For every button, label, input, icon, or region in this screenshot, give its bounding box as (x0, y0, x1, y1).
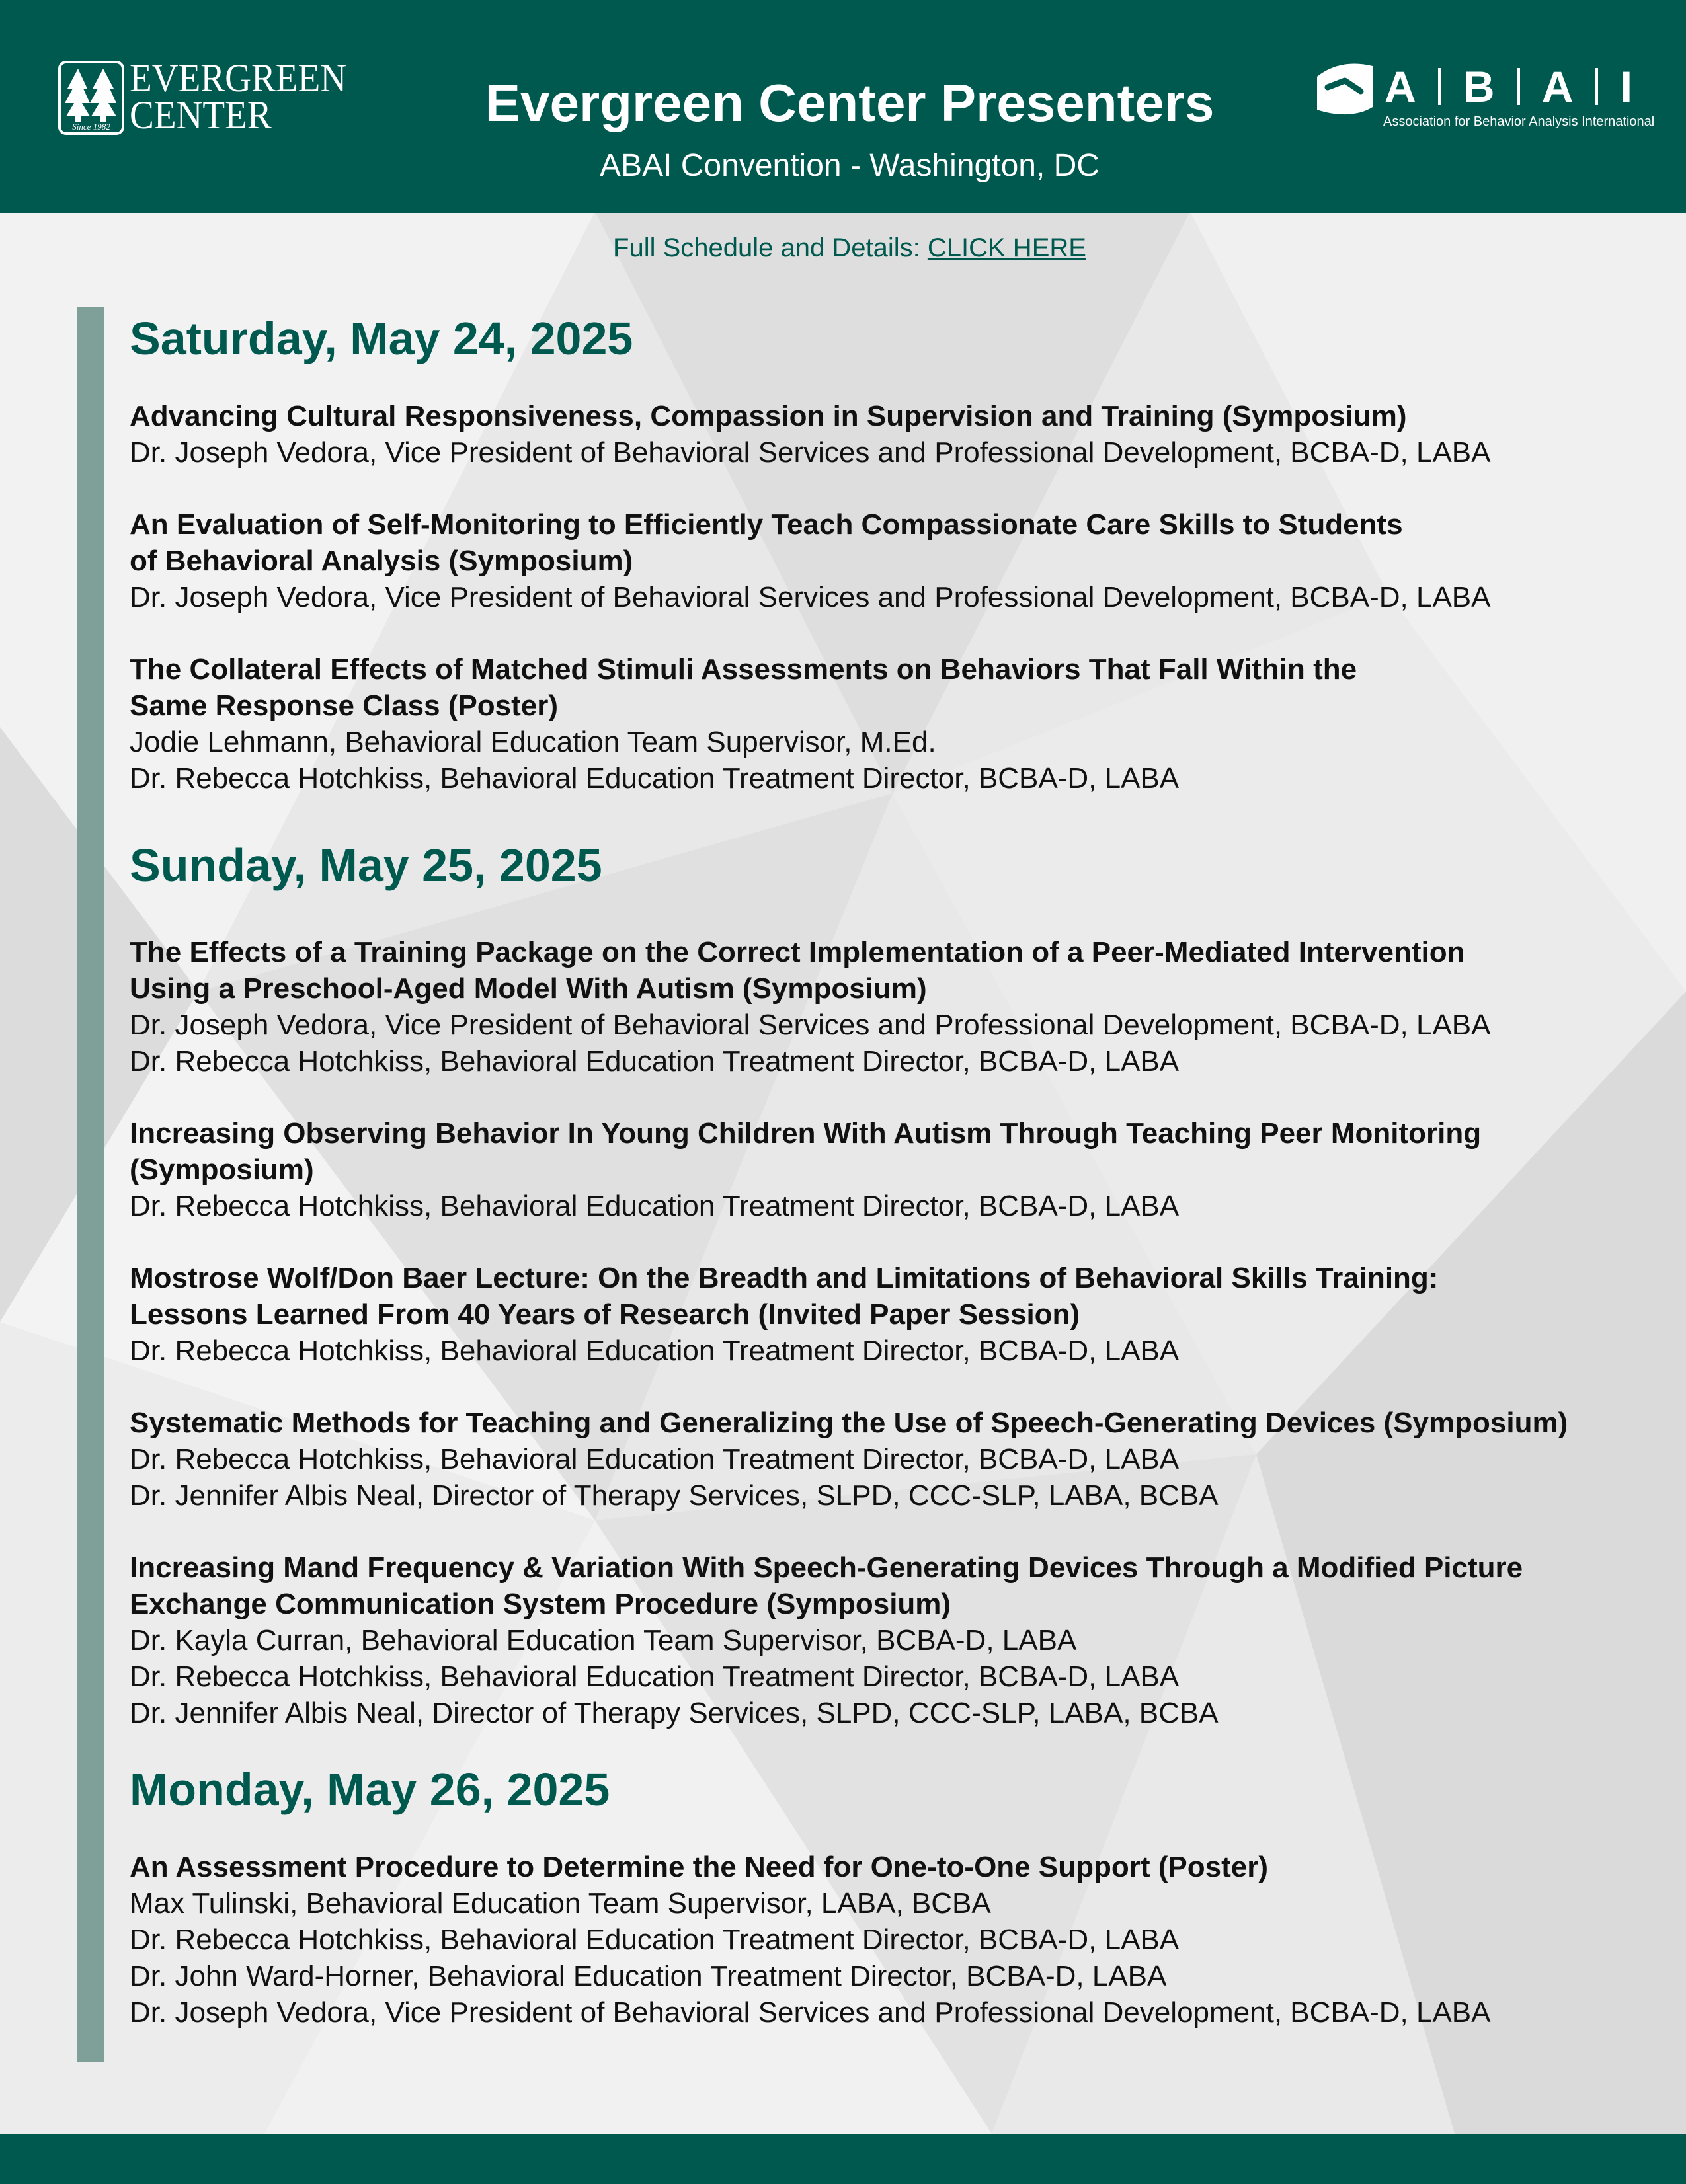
session-item (130, 398, 1650, 471)
abai-logo[interactable] (1312, 61, 1655, 134)
session-item (130, 651, 1650, 797)
presenter: Dr. Rebecca Hotchkiss, Behavioral Education Treatment Director, BCBA-D, LABA (130, 1924, 1180, 1956)
session-item (130, 1849, 1650, 2031)
abai-mark-icon (1312, 61, 1378, 120)
schedule-prefix: Full Schedule and Details: (613, 233, 928, 262)
presenter: Dr. Rebecca Hotchkiss, Behavioral Education Treatment Director, BCBA-D, LABA (130, 1045, 1180, 1077)
footer-bar (0, 2134, 1686, 2184)
presenter: Dr. Joseph Vedora, Vice President of Behavioral Services and Professional Development, BCBA-D, LABA (130, 436, 1491, 469)
presenter: Dr. Jennifer Albis Neal, Director of Therapy Services, SLPD, CCC-SLP, LABA, BCBA (130, 1697, 1219, 1729)
abai-letter: B (1463, 62, 1495, 111)
day-heading-sunday: Sunday, May 25, 2025 (130, 839, 602, 891)
session-title: An Evaluation of Self-Monitoring to Efficiently Teach Compassionate Care Skills to Students of Behavioral Analysis (Symposium) (130, 508, 1403, 577)
abai-divider (1438, 68, 1441, 105)
presenter: Dr. Rebecca Hotchkiss, Behavioral Education Treatment Director, BCBA-D, LABA (130, 762, 1180, 795)
presenter: Dr. Rebecca Hotchkiss, Behavioral Education Treatment Director, BCBA-D, LABA (130, 1660, 1180, 1693)
header-banner (0, 0, 1686, 213)
abai-letter: A (1541, 62, 1574, 111)
presenter: Dr. John Ward-Horner, Behavioral Education Treatment Director, BCBA-D, LABA (130, 1960, 1167, 1992)
session-item (130, 1549, 1650, 1731)
presenter: Dr. Rebecca Hotchkiss, Behavioral Education Treatment Director, BCBA-D, LABA (130, 1443, 1180, 1475)
day-heading-monday: Monday, May 26, 2025 (130, 1764, 610, 1815)
schedule-line (0, 231, 1686, 264)
session-title: Increasing Mand Frequency & Variation With Speech-Generating Devices Through a Modified Picture Exchange Communication System Procedure (Symposium) (130, 1551, 1523, 1620)
session-item (130, 1260, 1650, 1369)
page-subtitle: ABAI Convention - Washington, DC (600, 148, 1100, 183)
presenter: Dr. Rebecca Hotchkiss, Behavioral Education Treatment Director, BCBA-D, LABA (130, 1335, 1180, 1367)
abai-letter: I (1620, 62, 1632, 111)
abai-letters (1385, 63, 1632, 110)
evergreen-wordmark-line2: CENTER (130, 93, 272, 137)
session-item (130, 934, 1650, 1079)
abai-divider (1595, 68, 1598, 105)
session-item (130, 506, 1650, 615)
session-item (130, 1405, 1650, 1514)
session-title: The Effects of a Training Package on the Correct Implementation of a Peer-Mediated Intervention Using a Preschool-Aged Model With Autism (Symposium) (130, 936, 1465, 1005)
left-accent-bar (77, 307, 104, 2062)
session-title: Advancing Cultural Responsiveness, Compassion in Supervision and Training (Symposium) (130, 400, 1407, 432)
day-heading-saturday: Saturday, May 24, 2025 (130, 313, 633, 364)
presenter: Dr. Joseph Vedora, Vice President of Behavioral Services and Professional Development, BCBA-D, LABA (130, 1009, 1491, 1041)
click-here-link[interactable]: CLICK HERE (927, 233, 1086, 262)
presenter: Dr. Rebecca Hotchkiss, Behavioral Education Treatment Director, BCBA-D, LABA (130, 1190, 1180, 1222)
session-title: Increasing Observing Behavior In Young Children With Autism Through Teaching Peer Monitoring (Symposium) (130, 1117, 1482, 1186)
schedule-content (130, 308, 1650, 2031)
svg-text:Since 1982: Since 1982 (72, 122, 110, 132)
page-title: Evergreen Center Presenters (485, 73, 1215, 132)
session-title: The Collateral Effects of Matched Stimuli Assessments on Behaviors That Fall Within the Same Response Class (Poster) (130, 653, 1357, 722)
presenter: Dr. Joseph Vedora, Vice President of Behavioral Services and Professional Development, BCBA-D, LABA (130, 1996, 1491, 2029)
session-title: Mostrose Wolf/Don Baer Lecture: On the Breadth and Limitations of Behavioral Skills Training: Lessons Learned From 40 Years of Research (Invited Paper Session) (130, 1262, 1439, 1331)
abai-letter: A (1385, 62, 1416, 111)
presenter: Dr. Joseph Vedora, Vice President of Behavioral Services and Professional Development, BCBA-D, LABA (130, 581, 1491, 613)
presenter: Dr. Jennifer Albis Neal, Director of Therapy Services, SLPD, CCC-SLP, LABA, BCBA (130, 1479, 1219, 1512)
evergreen-wordmark-line1: EVERGREEN (130, 56, 347, 100)
session-title: An Assessment Procedure to Determine the Need for One-to-One Support (Poster) (130, 1851, 1268, 1883)
presenter: Max Tulinski, Behavioral Education Team Supervisor, LABA, BCBA (130, 1887, 991, 1920)
presenter: Jodie Lehmann, Behavioral Education Team Supervisor, M.Ed. (130, 726, 936, 758)
session-title: Systematic Methods for Teaching and Generalizing the Use of Speech-Generating Devices (Symposium) (130, 1407, 1568, 1439)
presenter: Dr. Kayla Curran, Behavioral Education Team Supervisor, BCBA-D, LABA (130, 1624, 1077, 1657)
abai-divider (1517, 68, 1520, 105)
abai-tagline: Association for Behavior Analysis International (1383, 114, 1655, 129)
session-item (130, 1115, 1650, 1224)
